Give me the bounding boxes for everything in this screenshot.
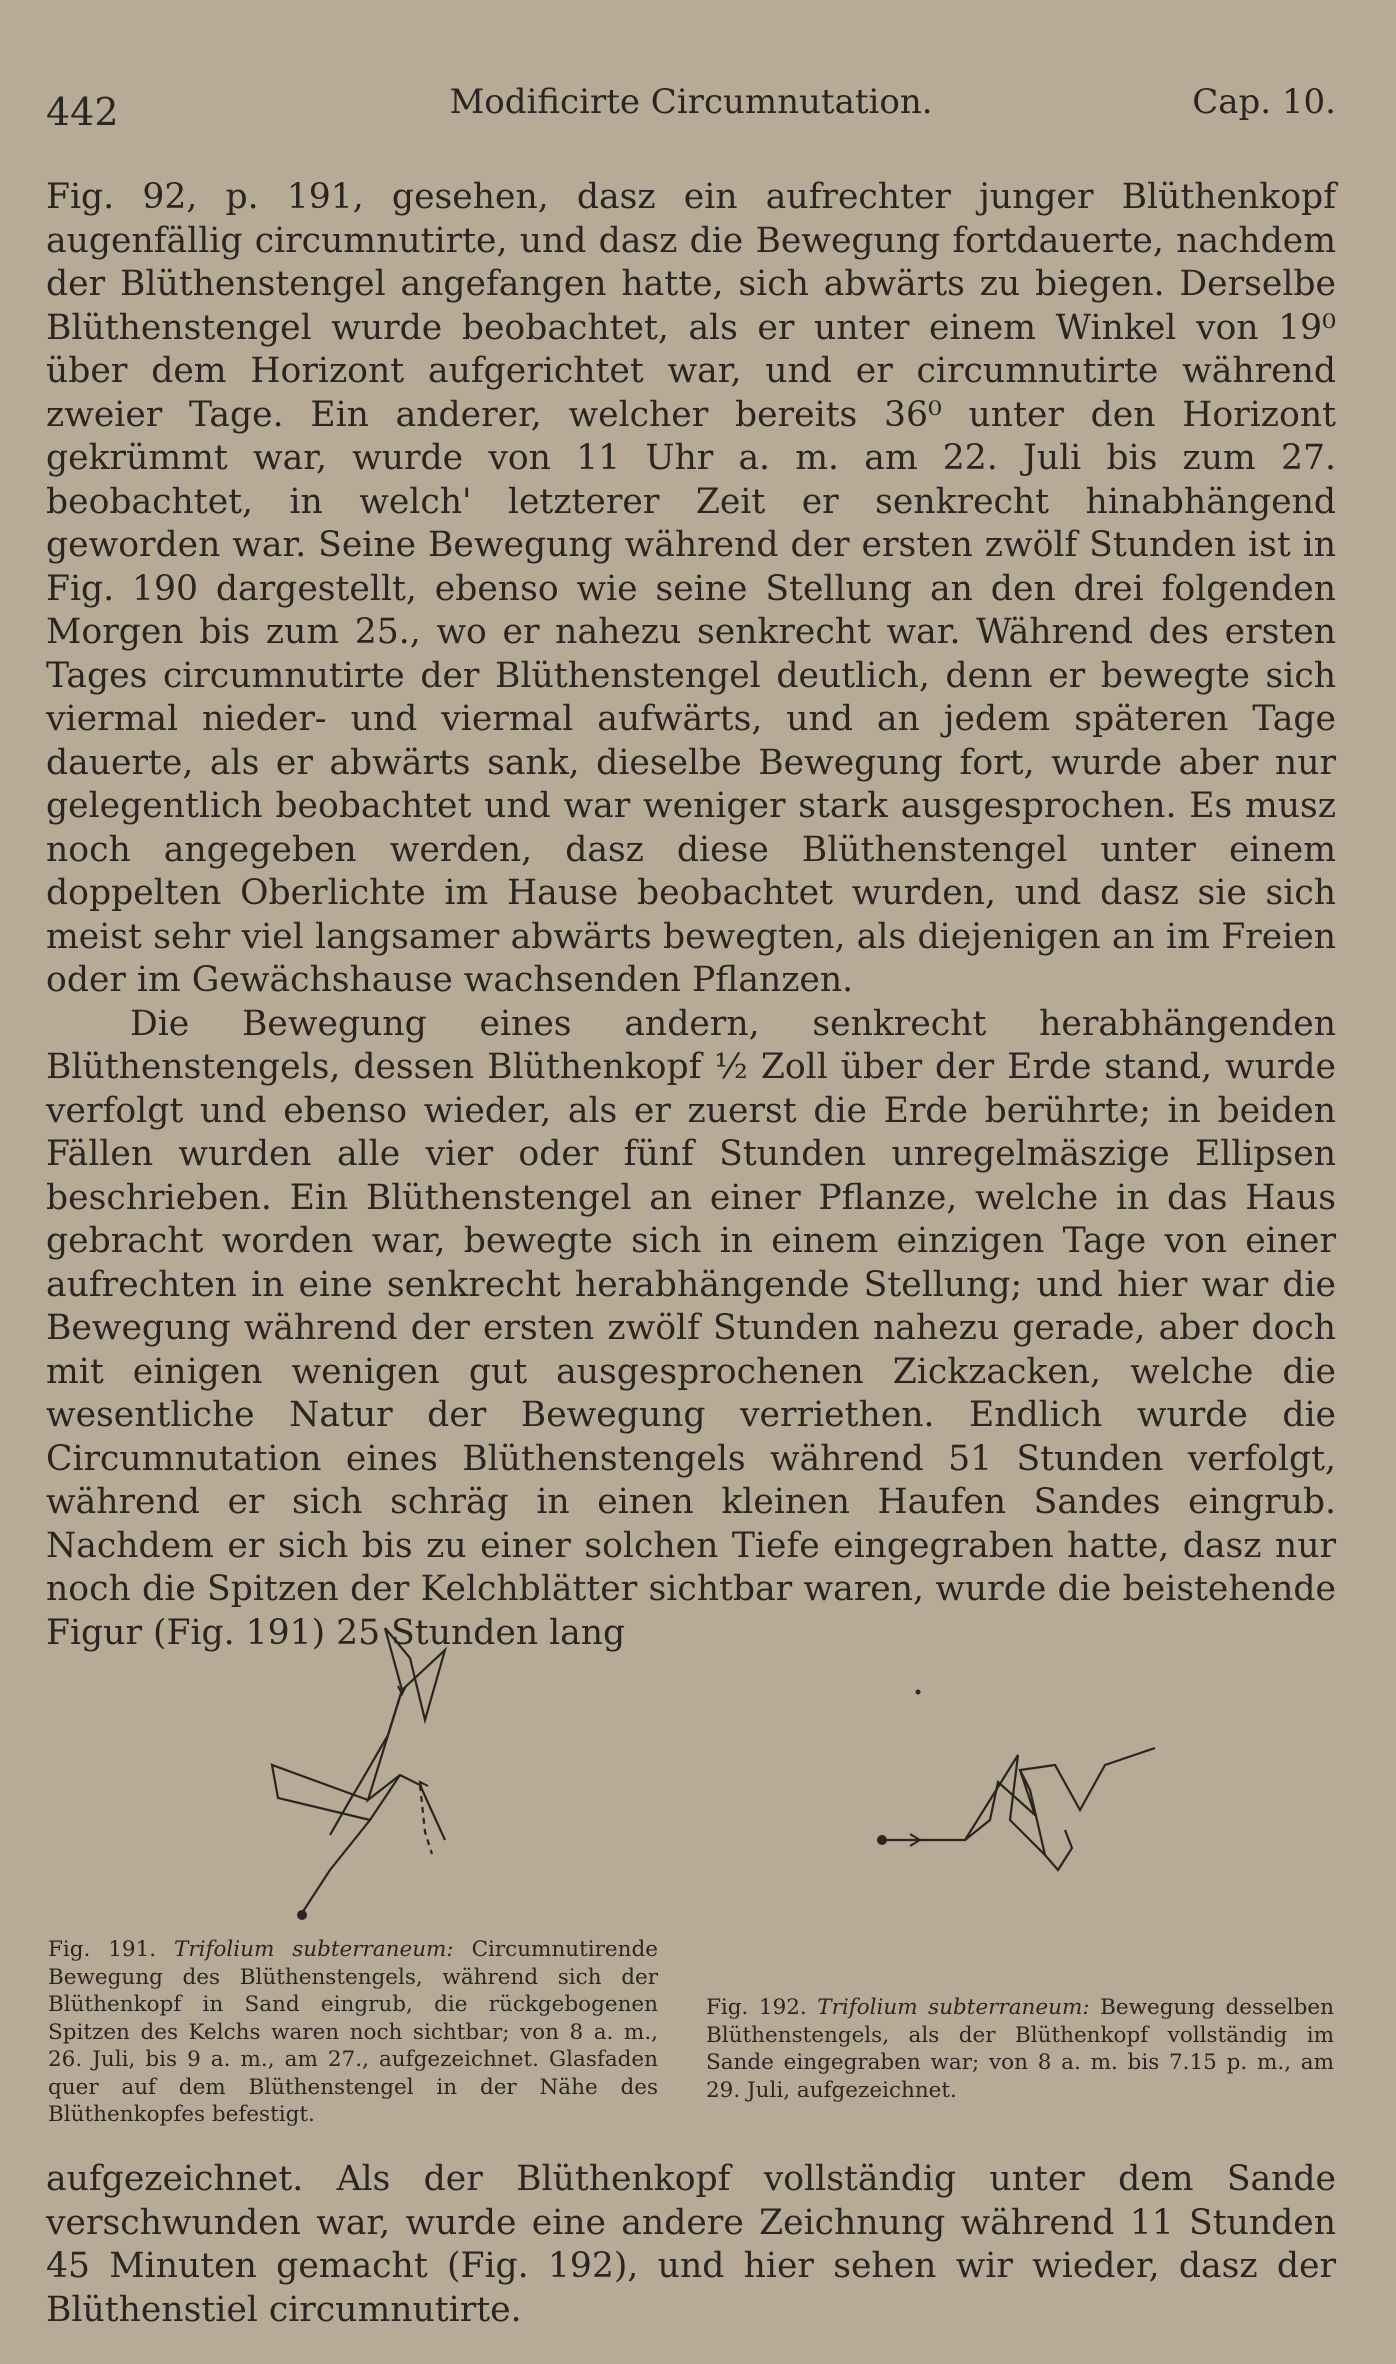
fig-191-drawing <box>250 1610 470 1930</box>
fig-192-text: Bewegung desselben Blüthenstengels, als der Blüthenkopf vollständig im Sande eingegraben war; von 8 a. m. bis 7.15 p. m., am 29. Juli, aufgezeichnet. <box>706 1995 1334 2103</box>
fig-191-caption <box>48 1936 658 2129</box>
closing-text <box>46 2158 1336 2332</box>
chapter-label: Cap. 10. <box>1192 82 1336 122</box>
paragraph-1: Fig. 92, p. 191, gesehen, dasz ein aufrechter junger Blüthenkopf augenfällig circumnutirte, und dasz die Bewegung fortdauerte, nachdem der Blüthenstengel angefangen hatte, sich abwärts zu biegen. Derselbe Blüthenstengel wurde beobachtet, als er unter einem Winkel von 19⁰ über dem Horizont aufgerichtet war, und er circumnutirte während zweier Tage. Ein anderer, welcher bereits 36⁰ unter den Horizont gekrümmt war, wurde von 11 Uhr a. m. am 22. Juli bis zum 27. beobachtet, in welch' letzterer Zeit er senkrecht hinabhängend geworden war. Seine Bewegung während der ersten zwölf Stunden ist in Fig. 190 dargestellt, ebenso wie seine Stellung an den drei folgenden Morgen bis zum 25., wo er nahezu senkrecht war. Während des ersten Tages circumnutirte der Blüthenstengel deutlich, denn er bewegte sich viermal nieder- und viermal aufwärts, und an jedem späteren Tage dauerte, als er abwärts sank, dieselbe Bewegung fort, wurde aber nur gelegentlich beobachtet und war weniger stark ausgesprochen. Es musz noch angegeben werden, dasz diese Blüthenstengel unter einem doppelten Oberlichte im Hause beobachtet wurden, und dasz sie sich meist sehr viel langsamer abwärts bewegten, als diejenigen an im Freien oder im Gewächshause wachsenden Pflanzen. <box>46 177 1336 1000</box>
fig-191-label: Fig. 191. <box>48 1937 157 1962</box>
page-number: 442 <box>46 90 119 134</box>
running-title: Modificirte Circumnutation. <box>449 82 933 122</box>
fig-191-text: Circumnutirende Bewegung des Blüthenstengels, während sich der Blüthenkopf in Sand eingrub, die rückgebogenen Spitzen des Kelchs waren noch sichtbar; von 8 a. m., 26. Juli, bis 9 a. m., am 27., aufgezeichnet. Glasfaden quer auf dem Blüthenstengel in der Nähe des Blüthenkopfes befestigt. <box>48 1937 658 2127</box>
fig-192-drawing <box>870 1670 1180 1910</box>
fig-192-caption <box>706 1994 1334 2104</box>
paragraph-2: Die Bewegung eines andern, senkrecht herabhängenden Blüthenstengels, dessen Blüthenkopf ½ Zoll über der Erde stand, wurde verfolgt und ebenso wieder, als er zuerst die Erde berührte; in beiden Fällen wurden alle vier oder fünf Stunden unregelmäszige Ellipsen beschrieben. Ein Blüthenstengel an einer Pflanze, welche in das Haus gebracht worden war, bewegte sich in einem einzigen Tage von einer aufrechten in eine senkrecht herabhängende Stellung; und hier war die Bewegung während der ersten zwölf Stunden nahezu gerade, aber doch mit einigen wenigen gut ausgesprochenen Zickzacken, welche die wesentliche Natur der Bewegung verriethen. Endlich wurde die Circumnutation eines Blüthenstengels während 51 Stunden verfolgt, während er sich schräg in einen kleinen Haufen Sandes eingrub. Nachdem er sich bis zu einer solchen Tiefe eingegraben hatte, dasz nur noch die Spitzen der Kelchblätter sichtbar waren, wurde die beistehende Figur (Fig. 191) 25 Stunden lang <box>46 1003 1336 1653</box>
figures-area <box>0 1610 1396 2130</box>
fig-192-species: Trifolium subterraneum: <box>817 1995 1090 2020</box>
closing-paragraph: aufgezeichnet. Als der Blüthenkopf vollständig unter dem Sande verschwunden war, wurde eine andere Zeichnung während 11 Stunden 45 Minuten gemacht (Fig. 192), und hier sehen wir wieder, dasz der Blüthenstiel circumnutirte. <box>46 2159 1336 2330</box>
main-text <box>46 176 1336 1655</box>
fig-192-label: Fig. 192. <box>706 1995 807 2020</box>
fig-191-species: Trifolium subterraneum: <box>174 1937 454 1962</box>
page-header <box>46 82 1336 132</box>
